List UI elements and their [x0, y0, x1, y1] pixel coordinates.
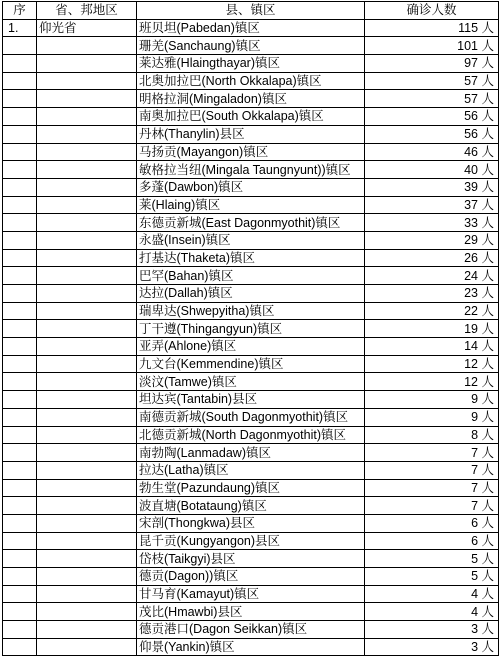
table-row: [3, 37, 499, 55]
row-province-cell: [37, 161, 137, 179]
row-seq-cell: [3, 249, 37, 267]
row-province-cell: [37, 497, 137, 515]
header-province: 省、邦地区: [37, 2, 137, 20]
row-count-cell: 7 人: [365, 479, 499, 497]
table-row: [3, 408, 499, 426]
header-row: [3, 2, 499, 20]
row-count-cell: 29 人: [365, 231, 499, 249]
row-township-cell: 达拉(Dallah)镇区: [137, 285, 365, 303]
row-province-cell: [37, 320, 137, 338]
table-row: [3, 108, 499, 126]
row-township-cell: 德贡港口(Dagon Seikkan)镇区: [137, 621, 365, 639]
table-row: [3, 550, 499, 568]
row-province-cell: [37, 285, 137, 303]
row-count-cell: 56 人: [365, 108, 499, 126]
row-province-cell: [37, 72, 137, 90]
row-township-cell: 南奥加拉巴(South Okkalapa)镇区: [137, 108, 365, 126]
row-seq-cell: [3, 214, 37, 232]
table-row: [3, 249, 499, 267]
table-row: [3, 373, 499, 391]
row-seq-cell: [3, 55, 37, 73]
table-row: [3, 514, 499, 532]
row-count-cell: 5 人: [365, 550, 499, 568]
row-township-cell: 敏格拉当纽(Mingala Taungnyunt))镇区: [137, 161, 365, 179]
row-count-cell: 39 人: [365, 178, 499, 196]
row-province-cell: [37, 568, 137, 586]
row-province-cell: [37, 444, 137, 462]
row-township-cell: 南勃陶(Lanmadaw)镇区: [137, 444, 365, 462]
row-township-cell: 明格拉洞(Mingaladon)镇区: [137, 90, 365, 108]
row-seq-cell: [3, 267, 37, 285]
row-count-cell: 6 人: [365, 532, 499, 550]
row-province-cell: [37, 426, 137, 444]
row-province-cell: [37, 514, 137, 532]
row-count-cell: 9 人: [365, 408, 499, 426]
table-body: [3, 19, 499, 656]
row-province-cell: [37, 408, 137, 426]
row-province-cell: [37, 391, 137, 409]
row-province-cell: [37, 267, 137, 285]
row-township-cell: 丁干遵(Thingangyun)镇区: [137, 320, 365, 338]
row-count-cell: 46 人: [365, 143, 499, 161]
row-count-cell: 26 人: [365, 249, 499, 267]
row-township-cell: 丹林(Thanylin)县区: [137, 125, 365, 143]
row-township-cell: 瑞卑达(Shwepyitha)镇区: [137, 302, 365, 320]
row-seq-cell: [3, 461, 37, 479]
row-seq-cell: [3, 391, 37, 409]
table-row: [3, 196, 499, 214]
row-seq-cell: [3, 603, 37, 621]
table-row: [3, 585, 499, 603]
row-count-cell: 19 人: [365, 320, 499, 338]
row-province-cell: [37, 90, 137, 108]
row-township-cell: 坦达宾(Tantabin)县区: [137, 391, 365, 409]
row-seq-cell: [3, 568, 37, 586]
row-seq-cell: [3, 408, 37, 426]
row-count-cell: 115 人: [365, 19, 499, 37]
confirmed-cases-table: [2, 1, 499, 656]
row-seq-cell: [3, 178, 37, 196]
row-count-cell: 12 人: [365, 355, 499, 373]
row-seq-cell: [3, 514, 37, 532]
row-township-cell: 永盛(Insein)镇区: [137, 231, 365, 249]
row-seq-cell: [3, 72, 37, 90]
row-seq-cell: [3, 302, 37, 320]
row-province-cell: [37, 479, 137, 497]
row-count-cell: 40 人: [365, 161, 499, 179]
row-township-cell: 北德贡新城(North Dagonmyothit)镇区: [137, 426, 365, 444]
table-row: [3, 231, 499, 249]
row-township-cell: 莱达雅(Hlaingthayar)镇区: [137, 55, 365, 73]
row-township-cell: 亚弄(Ahlone)镇区: [137, 338, 365, 356]
row-township-cell: 北奥加拉巴(North Okkalapa)镇区: [137, 72, 365, 90]
row-province-cell: [37, 249, 137, 267]
row-count-cell: 56 人: [365, 125, 499, 143]
row-seq-cell: [3, 108, 37, 126]
row-count-cell: 24 人: [365, 267, 499, 285]
table-row: [3, 267, 499, 285]
row-count-cell: 101 人: [365, 37, 499, 55]
header-seq: 序: [3, 2, 37, 20]
row-count-cell: 3 人: [365, 638, 499, 656]
row-township-cell: 仰景(Yankin)镇区: [137, 638, 365, 656]
table-row: [3, 338, 499, 356]
row-province-cell: [37, 231, 137, 249]
row-township-cell: 莱(Hlaing)镇区: [137, 196, 365, 214]
table-row: [3, 178, 499, 196]
row-township-cell: 东德贡新城(East Dagonmyothit)镇区: [137, 214, 365, 232]
table-row: [3, 320, 499, 338]
row-province-cell: [37, 638, 137, 656]
table-row: [3, 444, 499, 462]
row-seq-cell: [3, 355, 37, 373]
row-seq-cell: [3, 532, 37, 550]
row-seq-cell: [3, 621, 37, 639]
row-province-cell: [37, 373, 137, 391]
row-count-cell: 57 人: [365, 90, 499, 108]
row-seq-cell: [3, 285, 37, 303]
row-province-cell: [37, 532, 137, 550]
row-township-cell: 宋剖(Thongkwa)县区: [137, 514, 365, 532]
row-count-cell: 37 人: [365, 196, 499, 214]
table-row: [3, 568, 499, 586]
row-seq-cell: [3, 320, 37, 338]
row-count-cell: 5 人: [365, 568, 499, 586]
row-count-cell: 7 人: [365, 461, 499, 479]
row-province-cell: [37, 355, 137, 373]
row-township-cell: 波直塘(Botataung)镇区: [137, 497, 365, 515]
row-township-cell: 打基达(Thaketa)镇区: [137, 249, 365, 267]
row-province-cell: [37, 621, 137, 639]
row-township-cell: 勃生堂(Pazundaung)镇区: [137, 479, 365, 497]
table-row: [3, 426, 499, 444]
row-township-cell: 南德贡新城(South Dagonmyothit)镇区: [137, 408, 365, 426]
table-row: [3, 285, 499, 303]
table-row: [3, 19, 499, 37]
row-seq-cell: [3, 373, 37, 391]
row-township-cell: 珊羌(Sanchaung)镇区: [137, 37, 365, 55]
table-row: [3, 214, 499, 232]
row-count-cell: 8 人: [365, 426, 499, 444]
row-township-cell: 茂比(Hmawbi)县区: [137, 603, 365, 621]
row-count-cell: 4 人: [365, 585, 499, 603]
row-province-cell: [37, 461, 137, 479]
row-count-cell: 57 人: [365, 72, 499, 90]
row-province-cell: [37, 338, 137, 356]
table-row: [3, 497, 499, 515]
row-seq-cell: [3, 338, 37, 356]
row-township-cell: 淡汶(Tamwe)镇区: [137, 373, 365, 391]
row-seq-cell: [3, 585, 37, 603]
row-count-cell: 3 人: [365, 621, 499, 639]
row-province-cell: [37, 302, 137, 320]
row-seq-cell: [3, 37, 37, 55]
row-count-cell: 7 人: [365, 444, 499, 462]
row-seq-cell: [3, 479, 37, 497]
row-seq-cell: [3, 426, 37, 444]
row-province-cell: [37, 550, 137, 568]
table-row: [3, 72, 499, 90]
table-row: [3, 532, 499, 550]
row-count-cell: 9 人: [365, 391, 499, 409]
row-seq-cell: [3, 196, 37, 214]
table-row: [3, 355, 499, 373]
row-province-cell: 仰光省: [37, 19, 137, 37]
table-row: [3, 55, 499, 73]
row-township-cell: 巴罕(Bahan)镇区: [137, 267, 365, 285]
row-seq-cell: [3, 90, 37, 108]
row-township-cell: 拉达(Latha)镇区: [137, 461, 365, 479]
row-seq-cell: [3, 125, 37, 143]
row-province-cell: [37, 125, 137, 143]
row-township-cell: 马扬贡(Mayangon)镇区: [137, 143, 365, 161]
table-row: [3, 461, 499, 479]
row-township-cell: 班贝坦(Pabedan)镇区: [137, 19, 365, 37]
row-seq-cell: [3, 143, 37, 161]
row-seq-cell: [3, 161, 37, 179]
row-province-cell: [37, 214, 137, 232]
row-count-cell: 22 人: [365, 302, 499, 320]
row-township-cell: 九文台(Kemmendine)镇区: [137, 355, 365, 373]
row-province-cell: [37, 585, 137, 603]
row-count-cell: 14 人: [365, 338, 499, 356]
row-seq-cell: 1.: [3, 19, 37, 37]
row-seq-cell: [3, 638, 37, 656]
header-count: 确诊人数: [365, 2, 499, 20]
table-row: [3, 143, 499, 161]
table-row: [3, 90, 499, 108]
row-count-cell: 23 人: [365, 285, 499, 303]
row-count-cell: 6 人: [365, 514, 499, 532]
row-count-cell: 4 人: [365, 603, 499, 621]
table-row: [3, 161, 499, 179]
table-row: [3, 603, 499, 621]
table-row: [3, 125, 499, 143]
row-count-cell: 12 人: [365, 373, 499, 391]
table-row: [3, 621, 499, 639]
row-province-cell: [37, 37, 137, 55]
table-row: [3, 479, 499, 497]
row-seq-cell: [3, 550, 37, 568]
row-township-cell: 多蓬(Dawbon)镇区: [137, 178, 365, 196]
table-row: [3, 391, 499, 409]
header-township: 县、镇区: [137, 2, 365, 20]
row-township-cell: 岱枝(Taikgyi)县区: [137, 550, 365, 568]
row-province-cell: [37, 55, 137, 73]
row-province-cell: [37, 196, 137, 214]
row-count-cell: 97 人: [365, 55, 499, 73]
table-row: [3, 638, 499, 656]
row-township-cell: 甘马育(Kamayut)镇区: [137, 585, 365, 603]
row-province-cell: [37, 178, 137, 196]
row-province-cell: [37, 603, 137, 621]
row-count-cell: 7 人: [365, 497, 499, 515]
row-province-cell: [37, 143, 137, 161]
row-township-cell: 德贡(Dagon))镇区: [137, 568, 365, 586]
row-seq-cell: [3, 231, 37, 249]
row-seq-cell: [3, 444, 37, 462]
table-row: [3, 302, 499, 320]
row-count-cell: 33 人: [365, 214, 499, 232]
row-township-cell: 昆千贡(Kungyangon)县区: [137, 532, 365, 550]
row-province-cell: [37, 108, 137, 126]
row-seq-cell: [3, 497, 37, 515]
